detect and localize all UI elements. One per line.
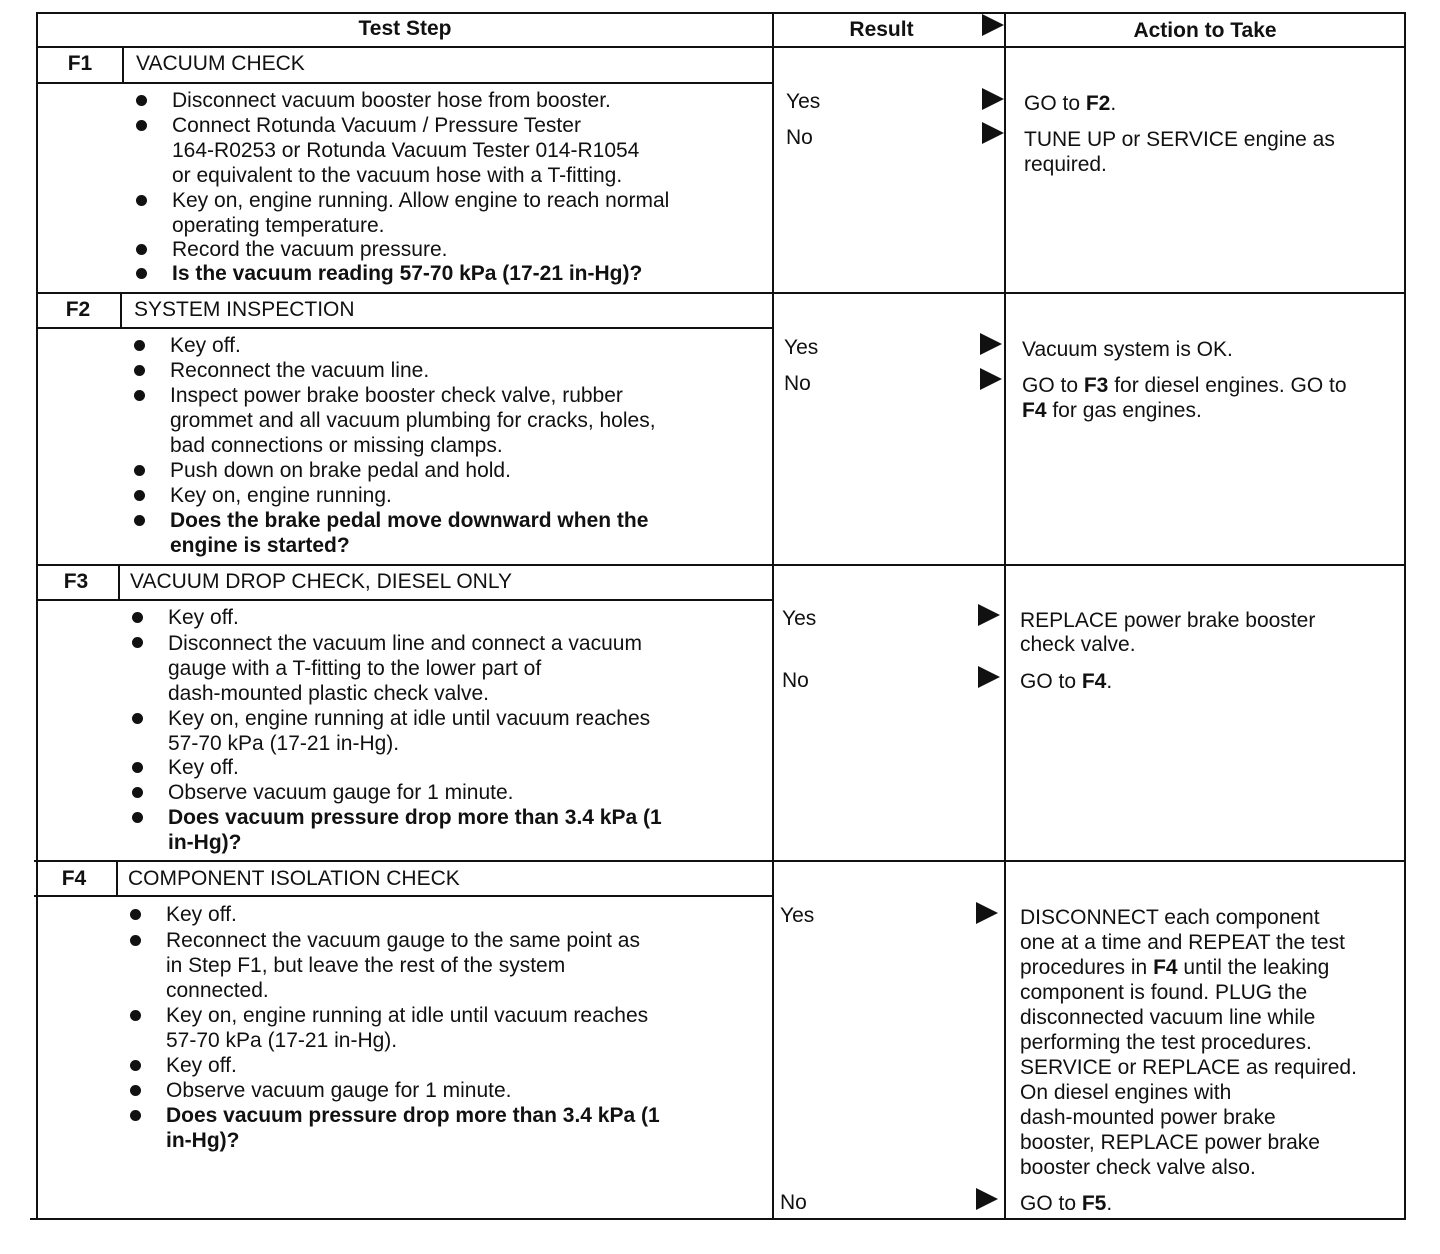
step-instruction: Key off. (170, 334, 241, 357)
result-no: No (780, 1191, 807, 1214)
step-instruction: 164-R0253 or Rotunda Vacuum Tester 014-R1054 (172, 139, 640, 162)
action-text: procedures in F4 until the leaking (1020, 956, 1330, 979)
bullet-icon (130, 935, 141, 946)
bullet-icon (132, 787, 143, 798)
header-divider (38, 46, 1406, 48)
table-border-right (1404, 12, 1406, 1220)
action-text: Vacuum system is OK. (1022, 338, 1233, 361)
action-text: GO to F4. (1020, 670, 1113, 693)
step-question: Does vacuum pressure drop more than 3.4 kPa (1 (166, 1104, 660, 1127)
step-title: VACUUM CHECK (136, 52, 305, 75)
arrow-icon (982, 88, 1004, 110)
table-border-top (38, 12, 1406, 14)
step-instruction: Observe vacuum gauge for 1 minute. (168, 781, 514, 804)
f2-title-divider (38, 327, 772, 329)
column-divider-result (772, 12, 774, 1220)
step-title: SYSTEM INSPECTION (134, 298, 355, 321)
action-text: booster check valve also. (1020, 1156, 1256, 1179)
step-id: F4 (61, 867, 87, 890)
f4-title-divider (34, 895, 772, 897)
bullet-icon (134, 465, 145, 476)
f2-id-divider (120, 293, 122, 328)
step-instruction: 57-70 kPa (17-21 in-Hg). (166, 1029, 398, 1052)
bullet-icon (136, 95, 147, 106)
step-instruction: Inspect power brake booster check valve, rubber (170, 384, 623, 407)
column-divider-action (1004, 12, 1006, 1220)
bullet-icon (132, 713, 143, 724)
arrow-icon (978, 666, 1000, 688)
step-instruction: Key off. (168, 606, 239, 629)
action-text: one at a time and REPEAT the test (1020, 931, 1345, 954)
table-border-bottom (30, 1218, 1404, 1220)
f3-title-divider (36, 599, 772, 601)
step-instruction: Key on, engine running at idle until vacuum reaches (168, 707, 651, 730)
bullet-icon (136, 120, 147, 131)
action-text: REPLACE power brake booster (1020, 609, 1316, 632)
action-text: GO to F5. (1020, 1192, 1113, 1215)
bullet-icon (130, 1085, 141, 1096)
step-instruction: Key on, engine running. Allow engine to reach normal (172, 189, 670, 212)
bullet-icon (130, 1060, 141, 1071)
step-instruction: Key on, engine running at idle until vacuum reaches (166, 1004, 649, 1027)
step-id: F3 (63, 570, 89, 593)
result-yes: Yes (786, 90, 821, 113)
result-yes: Yes (784, 336, 819, 359)
step-instruction: grommet and all vacuum plumbing for cracks, holes, (170, 409, 656, 432)
step-question: engine is started? (170, 534, 350, 557)
bullet-icon (132, 612, 143, 623)
action-text: On diesel engines with (1020, 1081, 1232, 1104)
step-id: F1 (67, 52, 93, 75)
action-text: DISCONNECT each component (1020, 906, 1320, 929)
action-text: check valve. (1020, 633, 1136, 656)
step-instruction: dash-mounted plastic check valve. (168, 682, 489, 705)
step-title: VACUUM DROP CHECK, DIESEL ONLY (130, 570, 512, 593)
f1-title-divider (38, 82, 772, 84)
arrow-icon (978, 604, 1000, 626)
step-instruction: operating temperature. (172, 214, 385, 237)
bullet-icon (132, 812, 143, 823)
step-instruction: Key off. (168, 756, 239, 779)
result-no: No (786, 126, 813, 149)
action-text: dash-mounted power brake (1020, 1106, 1276, 1129)
header-action: Action to Take (1133, 19, 1277, 42)
step-instruction: connected. (166, 979, 269, 1002)
step-instruction: Push down on brake pedal and hold. (170, 459, 511, 482)
step-question: Does the brake pedal move downward when the (170, 509, 649, 532)
step-id: F2 (65, 298, 91, 321)
step-instruction: Key off. (166, 903, 237, 926)
step-instruction: 57-70 kPa (17-21 in-Hg). (168, 732, 400, 755)
bullet-icon (134, 390, 145, 401)
step-instruction: Disconnect the vacuum line and connect a vacuum (168, 632, 642, 655)
result-yes: Yes (782, 607, 817, 630)
f4-id-divider (116, 861, 118, 896)
bullet-icon (134, 365, 145, 376)
action-text: GO to F3 for diesel engines. GO to (1022, 374, 1347, 397)
f3-row-divider (36, 564, 1406, 566)
header-arrow-icon (982, 14, 1004, 36)
action-text: SERVICE or REPLACE as required. (1020, 1056, 1357, 1079)
step-instruction: Connect Rotunda Vacuum / Pressure Tester (172, 114, 581, 137)
step-title: COMPONENT ISOLATION CHECK (128, 867, 460, 890)
step-instruction: in Step F1, but leave the rest of the system (166, 954, 566, 977)
step-instruction: bad connections or missing clamps. (170, 434, 503, 457)
bullet-icon (136, 244, 147, 255)
arrow-icon (976, 902, 998, 924)
step-instruction: gauge with a T-fitting to the lower part of (168, 657, 542, 680)
action-text: F4 for gas engines. (1022, 399, 1202, 422)
arrow-icon (982, 122, 1004, 144)
f2-row-divider (38, 292, 1406, 294)
result-no: No (782, 669, 809, 692)
step-instruction: or equivalent to the vacuum hose with a T-fitting. (172, 164, 623, 187)
f4-row-divider (34, 860, 1406, 862)
step-instruction: Key on, engine running. (170, 484, 392, 507)
arrow-icon (980, 368, 1002, 390)
bullet-icon (136, 268, 147, 279)
action-text: TUNE UP or SERVICE engine as (1024, 128, 1335, 151)
bullet-icon (136, 195, 147, 206)
bullet-icon (132, 637, 143, 648)
table-border-left (36, 12, 38, 1220)
header-test-step: Test Step (358, 17, 452, 40)
step-instruction: Reconnect the vacuum gauge to the same point as (166, 929, 640, 952)
f1-id-divider (122, 47, 124, 83)
bullet-icon (130, 1110, 141, 1121)
arrow-icon (976, 1188, 998, 1210)
bullet-icon (134, 340, 145, 351)
header-result: Result (849, 18, 914, 41)
result-no: No (784, 372, 811, 395)
action-text: booster, REPLACE power brake (1020, 1131, 1320, 1154)
step-question: in-Hg)? (166, 1129, 240, 1152)
step-question: Does vacuum pressure drop more than 3.4 kPa (1 (168, 806, 662, 829)
step-instruction: Reconnect the vacuum line. (170, 359, 430, 382)
bullet-icon (130, 909, 141, 920)
step-instruction: Record the vacuum pressure. (172, 238, 448, 261)
action-text: required. (1024, 153, 1107, 176)
bullet-icon (132, 762, 143, 773)
bullet-icon (130, 1010, 141, 1021)
arrow-icon (980, 333, 1002, 355)
result-yes: Yes (780, 904, 815, 927)
action-text: GO to F2. (1024, 92, 1117, 115)
step-instruction: Key off. (166, 1054, 237, 1077)
step-question: Is the vacuum reading 57-70 kPa (17-21 in-Hg)? (172, 262, 643, 285)
action-text: performing the test procedures. (1020, 1031, 1312, 1054)
action-text: disconnected vacuum line while (1020, 1006, 1316, 1029)
step-instruction: Observe vacuum gauge for 1 minute. (166, 1079, 512, 1102)
bullet-icon (134, 490, 145, 501)
f3-id-divider (118, 565, 120, 600)
step-instruction: Disconnect vacuum booster hose from booster. (172, 89, 611, 112)
step-question: in-Hg)? (168, 831, 242, 854)
bullet-icon (134, 515, 145, 526)
action-text: component is found. PLUG the (1020, 981, 1308, 1004)
